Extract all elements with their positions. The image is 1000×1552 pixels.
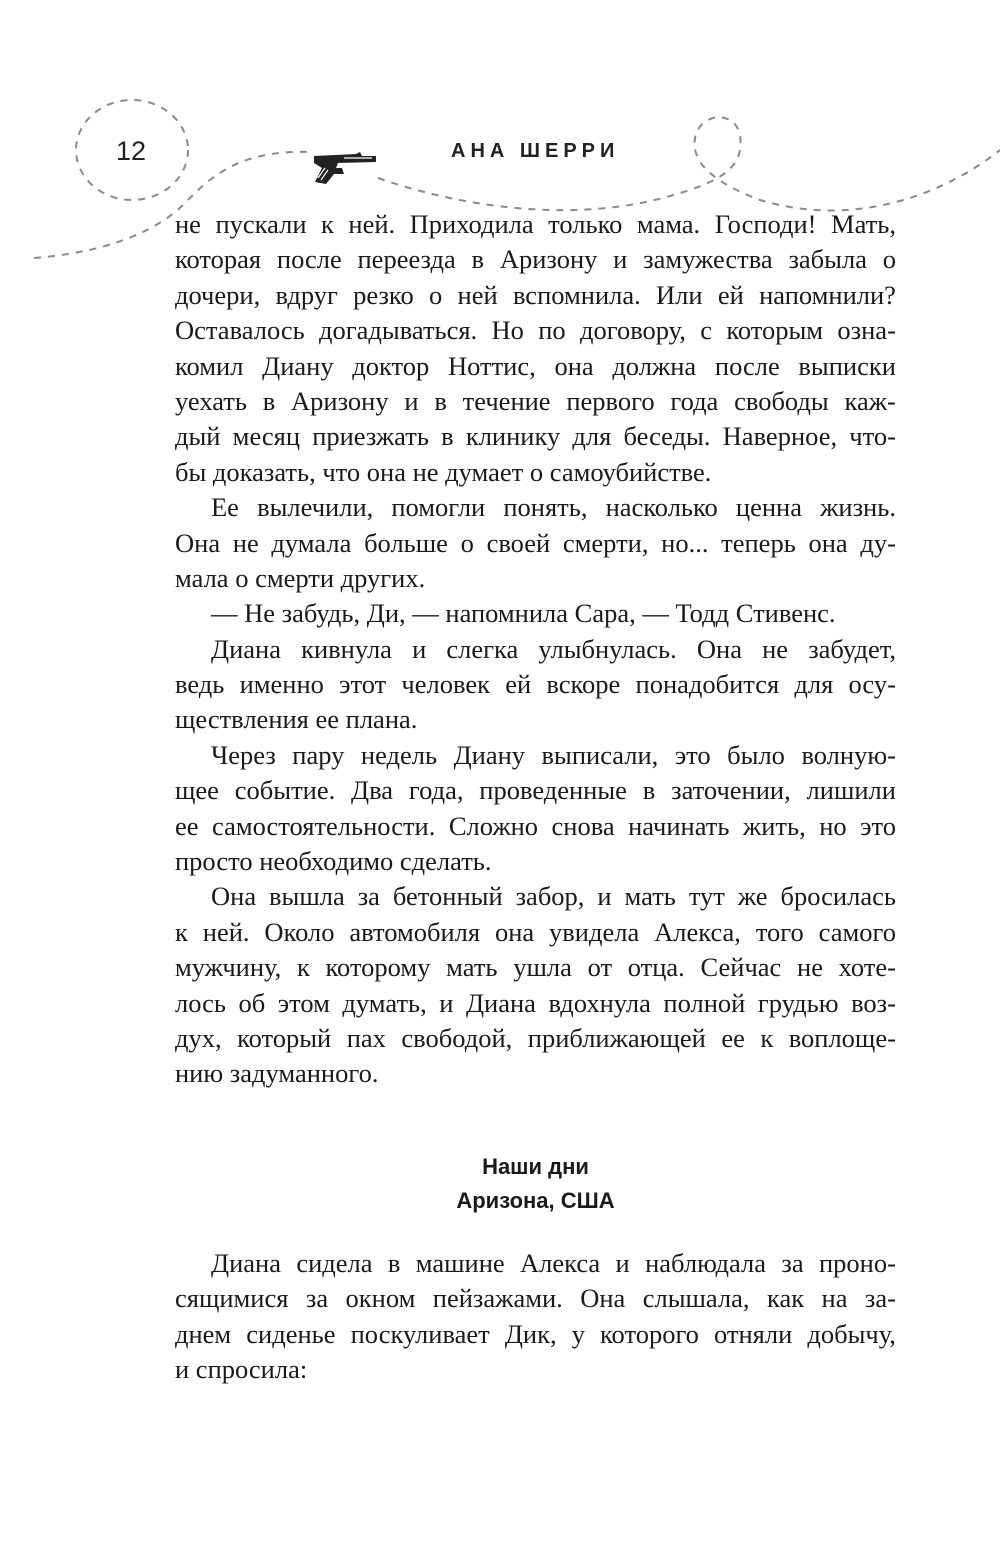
text-line: Диана кивнула и слегка улыбнулась. Она не забудет, bbox=[211, 633, 896, 664]
text-line: нию задуманного. bbox=[175, 1058, 379, 1089]
text-line: дух, который пах свободой, приближающей ее к воплоще- bbox=[175, 1022, 896, 1053]
text-line: ведь именно этот человек ей вскоре понадобится для осу- bbox=[175, 669, 896, 700]
text-line: дочери, вдруг резко о ней вспомнила. Или ей напомнили? bbox=[175, 279, 896, 310]
body-text-continued bbox=[175, 1246, 896, 1388]
text-line: бы доказать, что она не думает о самоубийстве. bbox=[175, 456, 712, 487]
text-line: дый месяц приезжать в клинику для беседы. Наверное, что- bbox=[175, 421, 896, 452]
text-line: Она вышла за бетонный забор, и мать тут же бросилась bbox=[211, 881, 896, 912]
page-number: 12 bbox=[116, 136, 147, 166]
text-line: Она не думала больше о своей смерти, но... теперь она ду- bbox=[175, 527, 896, 558]
pistol-icon bbox=[314, 152, 376, 184]
text-line: Оставалось догадываться. Но по договору, с которым озна- bbox=[175, 315, 896, 346]
text-line: к ней. Около автомобиля она увидела Алекса, того самого bbox=[175, 916, 896, 947]
text-line: просто необходимо сделать. bbox=[175, 846, 492, 877]
section-heading-time: Наши дни bbox=[482, 1154, 589, 1179]
text-line: комил Диану доктор Ноттис, она должна после выписки bbox=[175, 350, 896, 381]
text-line: которая после переезда в Аризону и замужества забыла о bbox=[175, 244, 896, 275]
text-line: Ее вылечили, помогли понять, насколько ценна жизнь. bbox=[211, 492, 896, 523]
text-line: Диана сидела в машине Алекса и наблюдала за проно- bbox=[211, 1248, 896, 1278]
section-heading-place: Аризона, США bbox=[456, 1188, 615, 1213]
dashed-trail-right bbox=[378, 117, 1000, 210]
text-line: лось об этом думать, и Диана вдохнула полной грудью воз- bbox=[175, 987, 896, 1018]
body-text bbox=[175, 207, 896, 1092]
text-line: сящимися за окном пейзажами. Она слышала, как на за- bbox=[175, 1283, 896, 1314]
running-header-author: АНА ШЕРРИ bbox=[451, 140, 620, 162]
text-line: и спросила: bbox=[175, 1354, 308, 1385]
text-line: уехать в Аризону и в течение первого года свободы каж- bbox=[175, 385, 896, 416]
text-line: мала о смерти других. bbox=[175, 562, 426, 593]
section-heading bbox=[175, 1150, 896, 1218]
text-line: днем сиденье поскуливает Дик, у которого отняли добычу, bbox=[175, 1318, 896, 1349]
text-line: мужчину, к которому мать ушла от отца. Сейчас не хоте- bbox=[175, 952, 896, 983]
text-line: ществления ее плана. bbox=[175, 704, 418, 735]
text-line: щее событие. Два года, проведенные в заточении, лишили bbox=[175, 775, 896, 806]
text-line: — Не забудь, Ди, — напомнила Сара, — Тодд Стивенс. bbox=[211, 598, 836, 629]
text-line: ее самостоятельности. Сложно снова начинать жить, но это bbox=[175, 810, 896, 841]
text-line: Через пару недель Диану выписали, это было волную- bbox=[211, 739, 896, 770]
text-line: не пускали к ней. Приходила только мама. Господи! Мать, bbox=[175, 209, 896, 239]
